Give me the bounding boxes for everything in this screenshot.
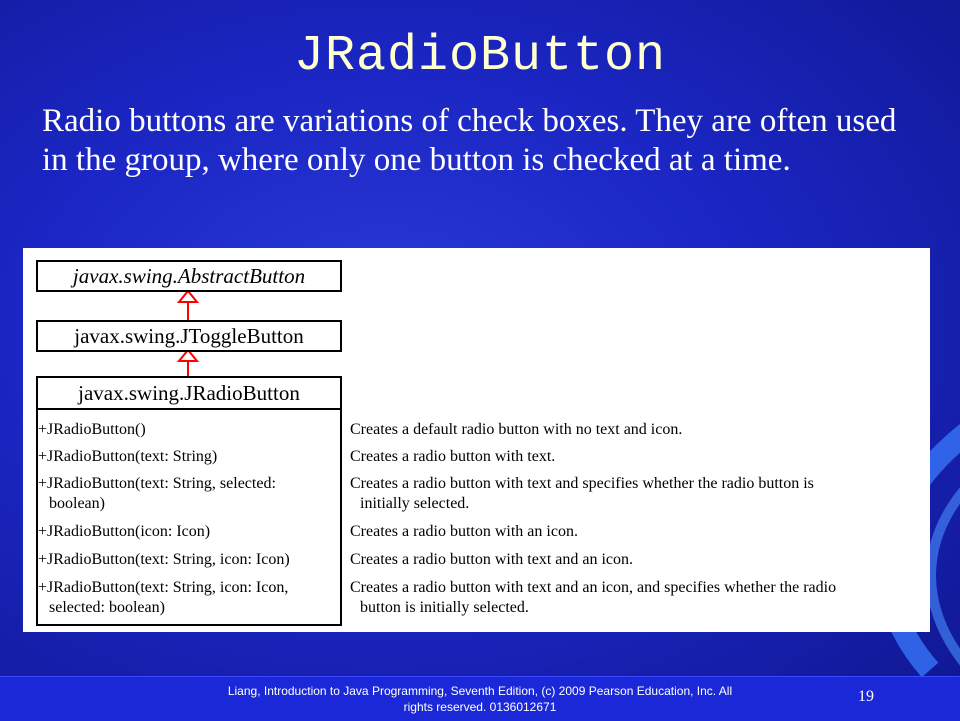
member-signature-6-cont: selected: boolean) (49, 599, 165, 616)
member-description-4: Creates a radio button with an icon. (350, 523, 578, 540)
class-name-radio-button: javax.swing.JRadioButton (38, 378, 340, 410)
member-signature-1: +JRadioButton() (38, 421, 146, 438)
member-signature-3-cont: boolean) (49, 495, 105, 512)
member-description-6: Creates a radio button with text and an icon, and specifies whether the radio (350, 579, 837, 596)
member-signature-5: +JRadioButton(text: String, icon: Icon) (38, 551, 290, 568)
member-description-1: Creates a default radio button with no text and icon. (350, 421, 683, 438)
uml-figure (23, 248, 930, 632)
member-description-6-cont: button is initially selected. (360, 599, 529, 616)
slide-title: JRadioButton (293, 28, 667, 85)
copyright-line-2: rights reserved. 0136012671 (403, 700, 557, 714)
copyright-line-1: Liang, Introduction to Java Programming, Seventh Edition, (c) 2009 Pearson Education, Inc. All (227, 684, 733, 698)
member-signature-2: +JRadioButton(text: String) (38, 448, 218, 465)
member-signature-3: +JRadioButton(text: String, selected: (38, 475, 276, 492)
member-description-3: Creates a radio button with text and specifies whether the radio button is (350, 475, 814, 492)
member-description-2: Creates a radio button with text. (350, 448, 556, 465)
member-description-5: Creates a radio button with text and an icon. (350, 551, 634, 568)
slide-number: 19 (858, 688, 874, 705)
intro-paragraph: Radio buttons are variations of check boxes. They are often used in the group, where only one button is checked at a time. (42, 103, 897, 178)
class-box-abstract-button: javax.swing.AbstractButton (36, 260, 342, 292)
member-signature-4: +JRadioButton(icon: Icon) (38, 523, 211, 540)
generalization-arrowhead-1 (179, 291, 197, 302)
copyright-footer (170, 683, 790, 715)
member-description-3-cont: initially selected. (360, 495, 470, 512)
member-signature-6: +JRadioButton(text: String, icon: Icon, (38, 579, 289, 596)
class-box-toggle-button: javax.swing.JToggleButton (36, 320, 342, 352)
